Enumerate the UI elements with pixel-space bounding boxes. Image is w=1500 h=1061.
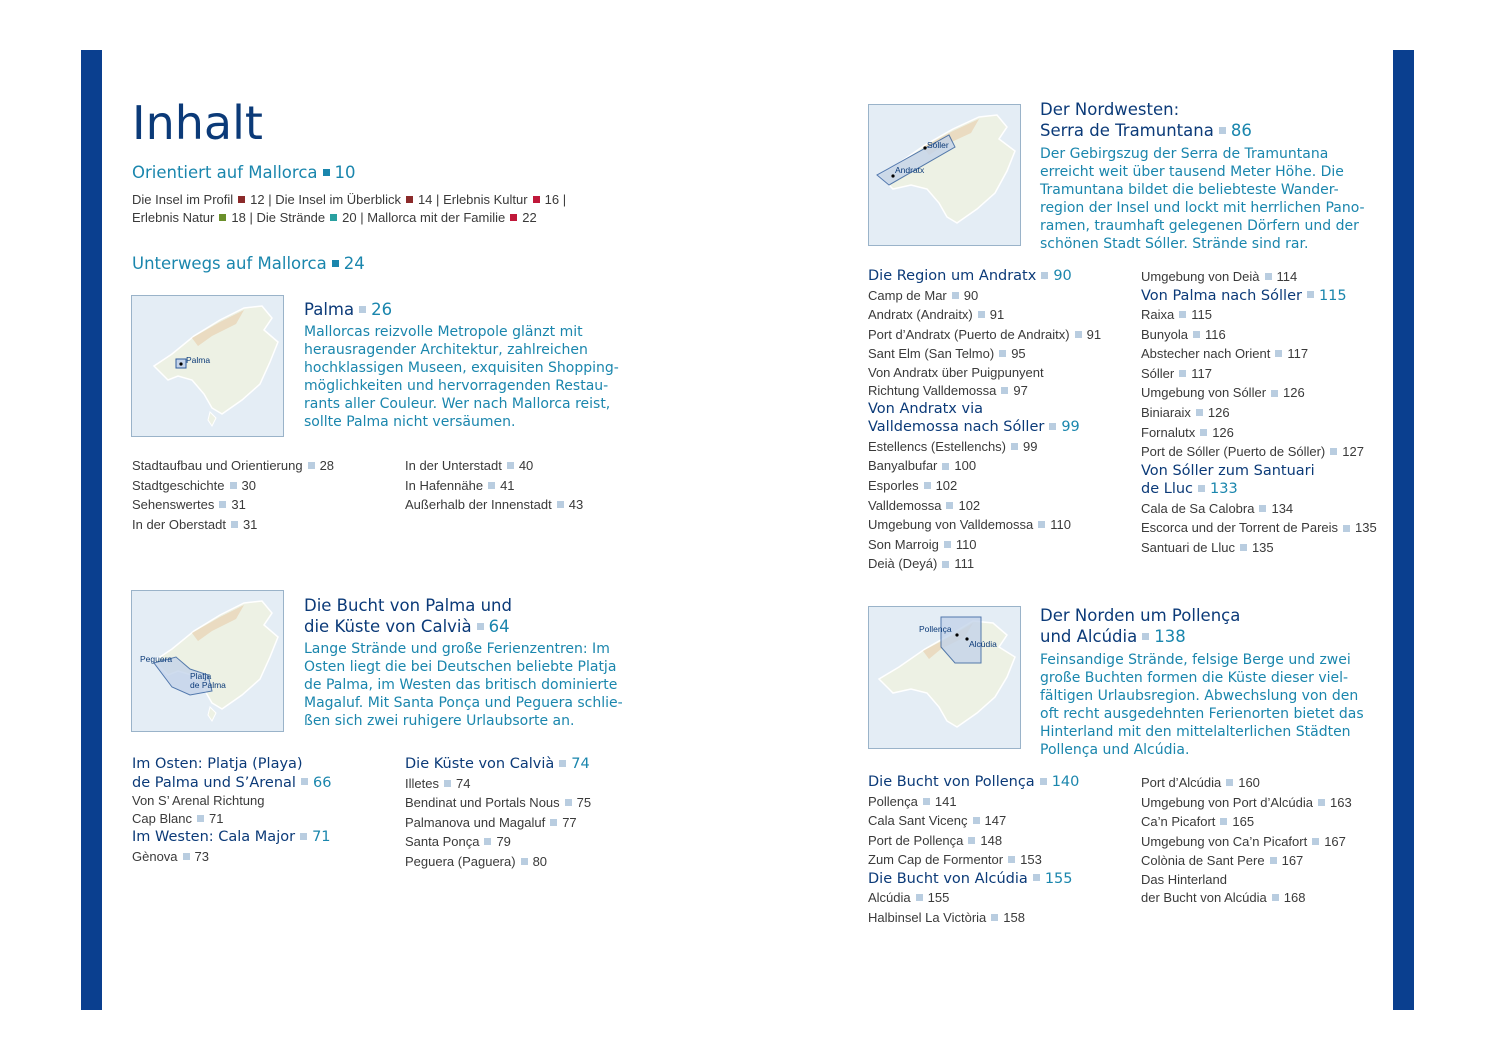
nordwesten-map-label-soller: Sóller (927, 140, 949, 150)
list-item[interactable]: Palmanova und Magaluf 77 (405, 814, 577, 830)
palma-map (131, 295, 284, 437)
osten-heading[interactable]: Im Osten: Platja (Playa) de Palma und S’Arenal 66 (132, 756, 332, 791)
bucht-map-label-platja: Platja (190, 671, 212, 681)
list-item[interactable]: Escorca und der Torrent de Pareis 135 (1141, 520, 1377, 536)
list-item[interactable]: Esporles 102 (868, 478, 958, 494)
palma-map-label: Palma (186, 355, 211, 365)
palma-list-col2 (405, 456, 583, 515)
left-page-bar (81, 50, 102, 1010)
list-item[interactable]: Cala de Sa Calobra 134 (1141, 500, 1294, 516)
lluc-heading[interactable]: Von Sóller zum Santuari de Lluc 133 (1141, 462, 1315, 498)
right-page-bar (1393, 50, 1414, 1010)
list-item[interactable]: Sóller 117 (1141, 365, 1212, 381)
list-item[interactable]: Camp de Mar 90 (868, 287, 979, 303)
norden-map (868, 606, 1021, 749)
alcudia-heading[interactable]: Die Bucht von Alcúdia 155 (868, 870, 1073, 887)
list-item[interactable]: Halbinsel La Victòria 158 (868, 909, 1025, 925)
list-item[interactable]: Abstecher nach Orient 117 (1141, 346, 1309, 362)
list-item[interactable]: Alcúdia 155 (868, 890, 950, 906)
list-item[interactable]: Port de Pollença 148 (868, 832, 1003, 848)
list-item[interactable]: In der Unterstadt 40 (405, 458, 534, 473)
list-item[interactable]: Richtung Valldemossa 97 (868, 382, 1028, 398)
list-item[interactable]: Peguera (Paguera) 80 (405, 853, 548, 869)
orientiert-line-2: Erlebnis Natur 18 | Die Strände 20 | Mallorca mit der Familie 22 (132, 210, 537, 225)
bucht-col2 (405, 755, 591, 871)
list-item[interactable]: Son Marroig 110 (868, 536, 977, 552)
list-item[interactable]: Valldemossa 102 (868, 497, 981, 513)
soller-heading[interactable]: Von Palma nach Sóller 115 (1141, 287, 1347, 304)
bucht-heading[interactable]: Die Bucht von Palma und die Küste von Calvià 64 (304, 596, 512, 636)
list-item[interactable]: Santa Ponça 79 (405, 834, 511, 850)
list-item[interactable]: der Bucht von Alcúdia 168 (1141, 889, 1306, 905)
list-item[interactable]: Illetes 74 (405, 775, 471, 791)
nordwesten-description: Der Gebirgszug der Serra de Tramuntana erreicht weit über tausend Meter Höhe. Die Tramuntana bildet die beliebteste Wander- region der Insel und lockt mit herrlichen Pano- ramen, traumhaft gelegenen Dörfern und der schönen Stadt Sóller. Strände sind rar. (1040, 146, 1365, 252)
list-item[interactable]: Estellencs (Estellenchs) 99 (868, 438, 1038, 454)
list-item[interactable]: Port d’Alcúdia 160 (1141, 775, 1260, 790)
norden-description: Feinsandige Strände, felsige Berge und zwei große Buchten formen die Küste dieser viel- fältigen Urlaubsregion. Abwechslung von den oft recht ausgedehnten Ferienorten bietet das Hinterland mit den mittelalterlichen Städten Pollença und Alcúdia. (1040, 652, 1364, 758)
list-item[interactable]: Gènova 73 (132, 848, 210, 864)
norden-heading[interactable]: Der Norden um Pollença und Alcúdia 138 (1040, 606, 1241, 646)
norden-col1 (868, 773, 1079, 928)
nordwesten-map (868, 104, 1021, 246)
list-item[interactable]: Cap Blanc 71 (132, 811, 224, 826)
list-item[interactable]: Cala Sant Vicenç 147 (868, 813, 1007, 829)
bucht-map-label-depalma: de Palma (190, 680, 226, 690)
list-item[interactable]: Deià (Deyá) 111 (868, 556, 975, 572)
list-item[interactable]: Fornalutx 126 (1141, 424, 1234, 440)
list-item[interactable]: Umgebung von Valldemossa 110 (868, 517, 1071, 533)
section-unterwegs[interactable]: Unterwegs auf Mallorca 24 (132, 254, 365, 273)
norden-map-label-alcudia: Alcúdia (969, 639, 997, 649)
list-item[interactable]: Bunyola 116 (1141, 326, 1226, 342)
andratx-heading[interactable]: Die Region um Andratx 90 (868, 268, 1072, 284)
norden-col2 (1141, 773, 1352, 907)
nordwesten-map-label-andratx: Andratx (895, 165, 925, 175)
list-item[interactable]: In der Oberstadt 31 (132, 516, 258, 532)
list-item[interactable]: Umgebung von Deià 114 (1141, 269, 1298, 284)
list-item[interactable]: Außerhalb der Innenstadt 43 (405, 497, 584, 513)
list-item[interactable]: Zum Cap de Formentor 153 (868, 852, 1042, 868)
bucht-map-label-peguera: Peguera (140, 654, 173, 664)
pollenca-heading[interactable]: Die Bucht von Pollença 140 (868, 774, 1080, 790)
list-item[interactable]: Banyalbufar 100 (868, 458, 977, 474)
list-item[interactable]: Sant Elm (San Telmo) 95 (868, 346, 1026, 362)
list-item[interactable]: Umgebung von Port d’Alcúdia 163 (1141, 794, 1352, 810)
bucht-col1 (132, 755, 331, 866)
page-title: Inhalt (132, 96, 263, 150)
list-item[interactable]: Santuari de Lluc 135 (1141, 540, 1274, 556)
list-item[interactable]: Andratx (Andraitx) 91 (868, 307, 1005, 323)
norden-map-label-pollenca: Pollença (919, 624, 952, 634)
nordwesten-col1 (868, 267, 1101, 574)
bucht-description: Lange Strände und große Ferienzentren: Im Osten liegt die bei Deutschen beliebte Platja de Palma, im Westen das britisch dominierte Magaluf. Mit Santa Ponça und Peguera schlie- ßen sich zwei ruhigere Urlaubsorte an. (304, 641, 623, 729)
list-item[interactable]: Bendinat und Portals Nous 75 (405, 795, 592, 811)
list-item[interactable]: Sehenswertes 31 (132, 497, 246, 513)
orientiert-line-1: Die Insel im Profil 12 | Die Insel im Überblick 14 | Erlebnis Kultur 16 | (132, 192, 567, 207)
list-item[interactable]: Port d’Andratx (Puerto de Andraitx) 91 (868, 326, 1102, 342)
list-item[interactable]: Pollença 141 (868, 793, 957, 809)
calvia-heading[interactable]: Die Küste von Calvià 74 (405, 756, 590, 772)
westen-heading[interactable]: Im Westen: Cala Major 71 (132, 829, 331, 845)
bucht-map (131, 590, 284, 732)
list-item[interactable]: Das Hinterland (1141, 871, 1227, 887)
list-item[interactable]: In Hafennähe 41 (405, 477, 515, 493)
list-item[interactable]: Von Andratx über Puigpunyent (868, 364, 1044, 380)
palma-heading[interactable]: Palma 26 (304, 300, 393, 319)
list-item[interactable]: Umgebung von Sóller 126 (1141, 385, 1305, 401)
list-item[interactable]: Stadtgeschichte 30 (132, 477, 256, 493)
list-item[interactable]: Ca’n Picafort 165 (1141, 814, 1255, 830)
list-item[interactable]: Colònia de Sant Pere 167 (1141, 853, 1304, 869)
nordwesten-col2 (1141, 267, 1377, 558)
section-orientiert[interactable]: Orientiert auf Mallorca 10 (132, 163, 356, 182)
list-item[interactable]: Biniaraix 126 (1141, 405, 1230, 421)
list-item[interactable]: Raixa 115 (1141, 307, 1212, 323)
orientiert-items (132, 191, 566, 227)
list-item[interactable]: Von S’ Arenal Richtung (132, 793, 265, 808)
palma-description: Mallorcas reizvolle Metropole glänzt mit herausragender Architektur, zahlreichen hochklassigen Museen, exquisiten Shopping- möglichkeiten und hervorragenden Restau- rants aller Couleur. Wer nach Mallorca reist, sollte Palma nicht versäumen. (304, 324, 619, 430)
list-item[interactable]: Port de Sóller (Puerto de Sóller) 127 (1141, 444, 1364, 460)
via-heading[interactable]: Von Andratx via Valldemossa nach Sóller 99 (868, 400, 1080, 436)
palma-list-col1 (132, 456, 334, 534)
list-item[interactable]: Stadtaufbau und Orientierung 28 (132, 458, 335, 473)
nordwesten-heading[interactable]: Der Nordwesten: Serra de Tramuntana 86 (1040, 100, 1252, 140)
list-item[interactable]: Umgebung von Ca’n Picafort 167 (1141, 833, 1346, 849)
